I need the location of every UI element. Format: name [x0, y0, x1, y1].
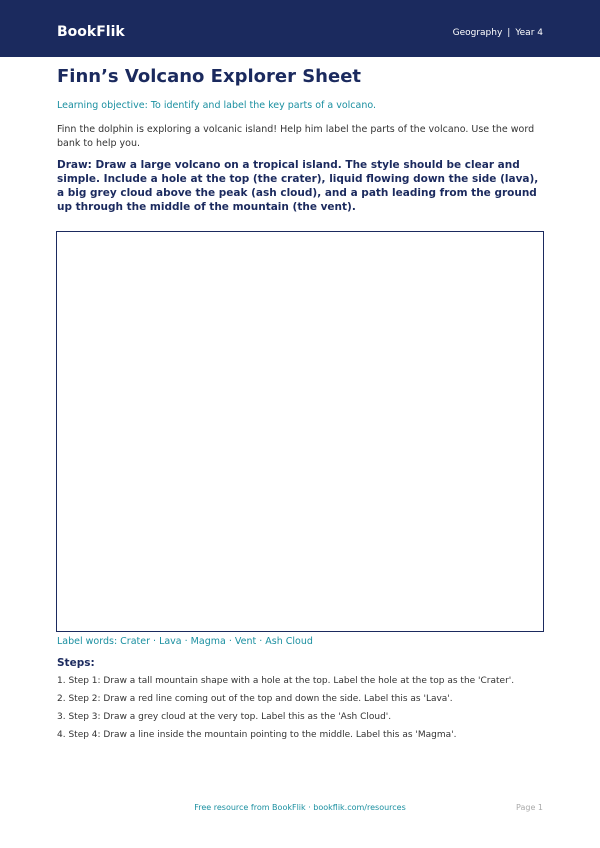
step-item: 1. Step 1: Draw a tall mountain shape with a hole at the top. Label the hole at the top as the 'Crater'. [57, 676, 515, 686]
drawing-area[interactable] [56, 231, 544, 632]
step-item: 2. Step 2: Draw a red line coming out of the top and down the side. Label this as 'Lava'. [57, 694, 453, 704]
meta-separator: | [507, 28, 511, 38]
learning-objective: Learning objective: To identify and label the key parts of a volcano. [57, 100, 377, 111]
page-number: Page 1 [516, 803, 543, 812]
intro-text: Finn the dolphin is exploring a volcanic island! Help him label the parts of the volcano. Use the word bank to help you. [57, 124, 535, 149]
step-item: 3. Step 3: Draw a grey cloud at the very top. Label this as the 'Ash Cloud'. [57, 712, 392, 722]
steps-list [57, 674, 543, 746]
draw-instruction: Draw: Draw a large volcano on a tropical island. The style should be clear and simple. Include a hole at the top (the crater), liquid flowing down the side (lava), a big grey cloud above the peak (ash cloud), and a path leading from the ground up through the middle of the mountain (the vent). [57, 159, 539, 213]
subject-label: Geography [452, 28, 503, 38]
page-title: Finn’s Volcano Explorer Sheet [57, 66, 362, 87]
header-bar [0, 0, 600, 57]
step-item: 4. Step 4: Draw a line inside the mountain pointing to the middle. Label this as 'Magma'. [57, 730, 457, 740]
brand-logo-text: BookFlik [57, 24, 125, 40]
steps-heading: Steps: [57, 657, 95, 669]
year-label: Year 4 [515, 28, 543, 38]
footer-credit: Free resource from BookFlik · bookflik.com/resources [194, 803, 406, 812]
label-word-bank: Label words: Crater · Lava · Magma · Vent · Ash Cloud [57, 636, 313, 647]
subject-year-meta [453, 27, 543, 39]
